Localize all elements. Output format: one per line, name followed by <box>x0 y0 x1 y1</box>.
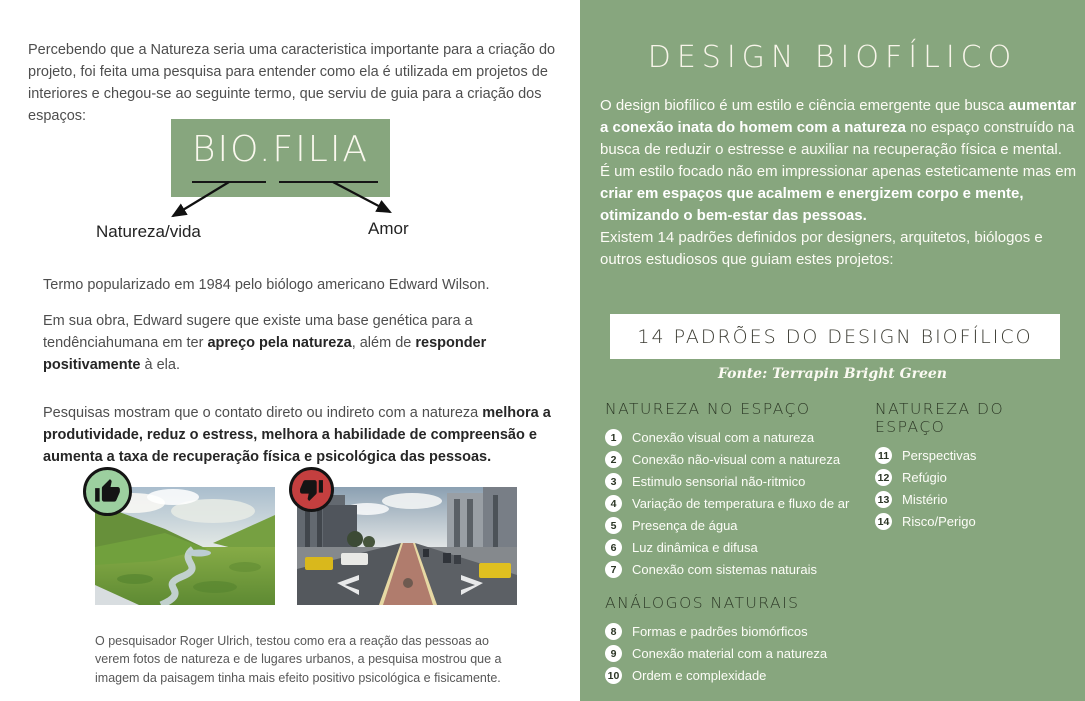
pattern-number-badge: 10 <box>605 667 622 684</box>
paragraph-obra: Em sua obra, Edward sugere que existe uma base genética para a tendênciahumana em ter apreço pela natureza, além de responder positivamente à ela. <box>43 312 487 373</box>
right-intro-p1: O design biofílico é um estilo e ciência emergente que busca aumentar a conexão inata do homem com a natureza no espaço construído na busca de reduzir o estresse e auxiliar na recuperação física e mental. <box>600 97 1077 158</box>
pattern-number-badge: 8 <box>605 623 622 640</box>
pattern-number-badge: 9 <box>605 645 622 662</box>
pattern-label: Refúgio <box>902 469 947 485</box>
column-left <box>605 400 877 689</box>
thumbs-up-badge <box>83 467 132 516</box>
pattern-label: Mistério <box>902 491 948 507</box>
pattern-number-badge: 1 <box>605 429 622 446</box>
section-header-natureza-no-espaco: NATUREZA NO ESPAÇO <box>605 400 811 418</box>
column-right <box>875 400 1080 535</box>
pattern-item <box>605 539 877 556</box>
paragraph-pesquisas: Pesquisas mostram que o contato direto ou indireto com a natureza melhora a produtividade, reduz o estress, melhora a habilidade de compreensão e aumenta a taxa de recuperação física e psicológica das pessoas. <box>43 404 551 465</box>
patterns-box-title: 14 PADRÕES DO DESIGN BIOFÍLICO <box>637 325 1033 348</box>
pattern-item <box>875 491 1080 508</box>
page-title: DESIGN BIOFÍLICO <box>647 40 1018 75</box>
pattern-item <box>605 495 877 512</box>
pattern-label: Formas e padrões biomórficos <box>632 623 808 639</box>
section-header-analogos-naturais: ANÁLOGOS NATURAIS <box>605 594 800 612</box>
right-intro-p2: É um estilo focado não em impressionar apenas esteticamente mas em criar em espaços que acalmem e energizem corpo e mente, otimizando o bem-estar das pessoas. <box>600 163 1077 224</box>
section-header-natureza-do-espaco: NATUREZA DO ESPAÇO <box>875 400 1005 436</box>
pattern-item <box>875 469 1080 486</box>
pattern-label: Luz dinâmica e difusa <box>632 539 758 555</box>
pattern-number-badge: 3 <box>605 473 622 490</box>
pattern-item <box>605 561 877 578</box>
pattern-item <box>605 645 877 662</box>
thumbs-down-badge <box>289 467 334 512</box>
pattern-list-natureza-no-espaco <box>605 429 877 578</box>
pattern-item <box>605 517 877 534</box>
pattern-number-badge: 5 <box>605 517 622 534</box>
pattern-item <box>605 451 877 468</box>
biofilia-arrows <box>150 176 410 224</box>
pattern-number-badge: 11 <box>875 447 892 464</box>
pattern-number-badge: 13 <box>875 491 892 508</box>
pattern-number-badge: 14 <box>875 513 892 530</box>
pattern-item <box>605 429 877 446</box>
pattern-number-badge: 4 <box>605 495 622 512</box>
pattern-number-badge: 6 <box>605 539 622 556</box>
pattern-label: Conexão não-visual com a natureza <box>632 451 841 467</box>
pattern-item <box>875 447 1080 464</box>
right-intro <box>600 95 1078 271</box>
urban-photo <box>297 487 517 605</box>
label-amor: Amor <box>368 219 409 238</box>
pattern-label: Risco/Perigo <box>902 513 976 529</box>
intro-paragraph: Percebendo que a Natureza seria uma caracteristica importante para a criação do projeto, foi feita uma pesquisa para entender como ela é utilizada em projetos de interiores e chegou-se ao seguinte termo, que serviu de guia para a criação dos espaços: <box>28 41 556 124</box>
source-credit: Fonte: Terrapin Bright Green <box>718 366 947 382</box>
pattern-label: Ordem e complexidade <box>632 667 767 683</box>
pattern-item <box>605 473 877 490</box>
thumbs-down-icon <box>299 477 324 502</box>
patterns-box <box>610 314 1060 359</box>
label-natureza-vida: Natureza/vida <box>96 222 201 241</box>
pattern-number-badge: 7 <box>605 561 622 578</box>
pattern-label: Estimulo sensorial não-ritmico <box>632 473 806 489</box>
pattern-label: Conexão visual com a natureza <box>632 429 815 445</box>
biofilia-word: BIO.FILIA <box>191 129 370 170</box>
pattern-item <box>605 623 877 640</box>
pattern-number-badge: 12 <box>875 469 892 486</box>
arrow-down-left-icon <box>173 182 229 216</box>
pattern-label: Variação de temperatura e fluxo de ar <box>632 495 850 511</box>
pattern-label: Perspectivas <box>902 447 977 463</box>
pattern-item <box>605 667 877 684</box>
pattern-label: Presença de água <box>632 517 738 533</box>
arrow-down-right-icon <box>333 182 390 212</box>
pattern-list-natureza-do-espaco <box>875 447 1080 530</box>
pattern-number-badge: 2 <box>605 451 622 468</box>
paragraph-termo: Termo popularizado em 1984 pelo biólogo americano Edward Wilson. <box>43 276 490 293</box>
right-page <box>580 0 1085 701</box>
pattern-label: Conexão com sistemas naturais <box>632 561 817 577</box>
pattern-list-analogos-naturais <box>605 623 877 684</box>
photo-caption: O pesquisador Roger Ulrich, testou como era a reação das pessoas ao verem fotos de natureza e de lugares urbanos, a pesquisa mostrou que a imagem da paisagem tinha mais efeito positivo psicológica e fisicamente. <box>95 633 502 685</box>
thumbs-up-icon <box>94 478 121 505</box>
pattern-item <box>875 513 1080 530</box>
right-intro-p3: Existem 14 padrões definidos por designers, arquitetos, biólogos e outros estudiosos que guiam estes projetos: <box>600 229 1043 268</box>
pattern-label: Conexão material com a natureza <box>632 645 828 661</box>
